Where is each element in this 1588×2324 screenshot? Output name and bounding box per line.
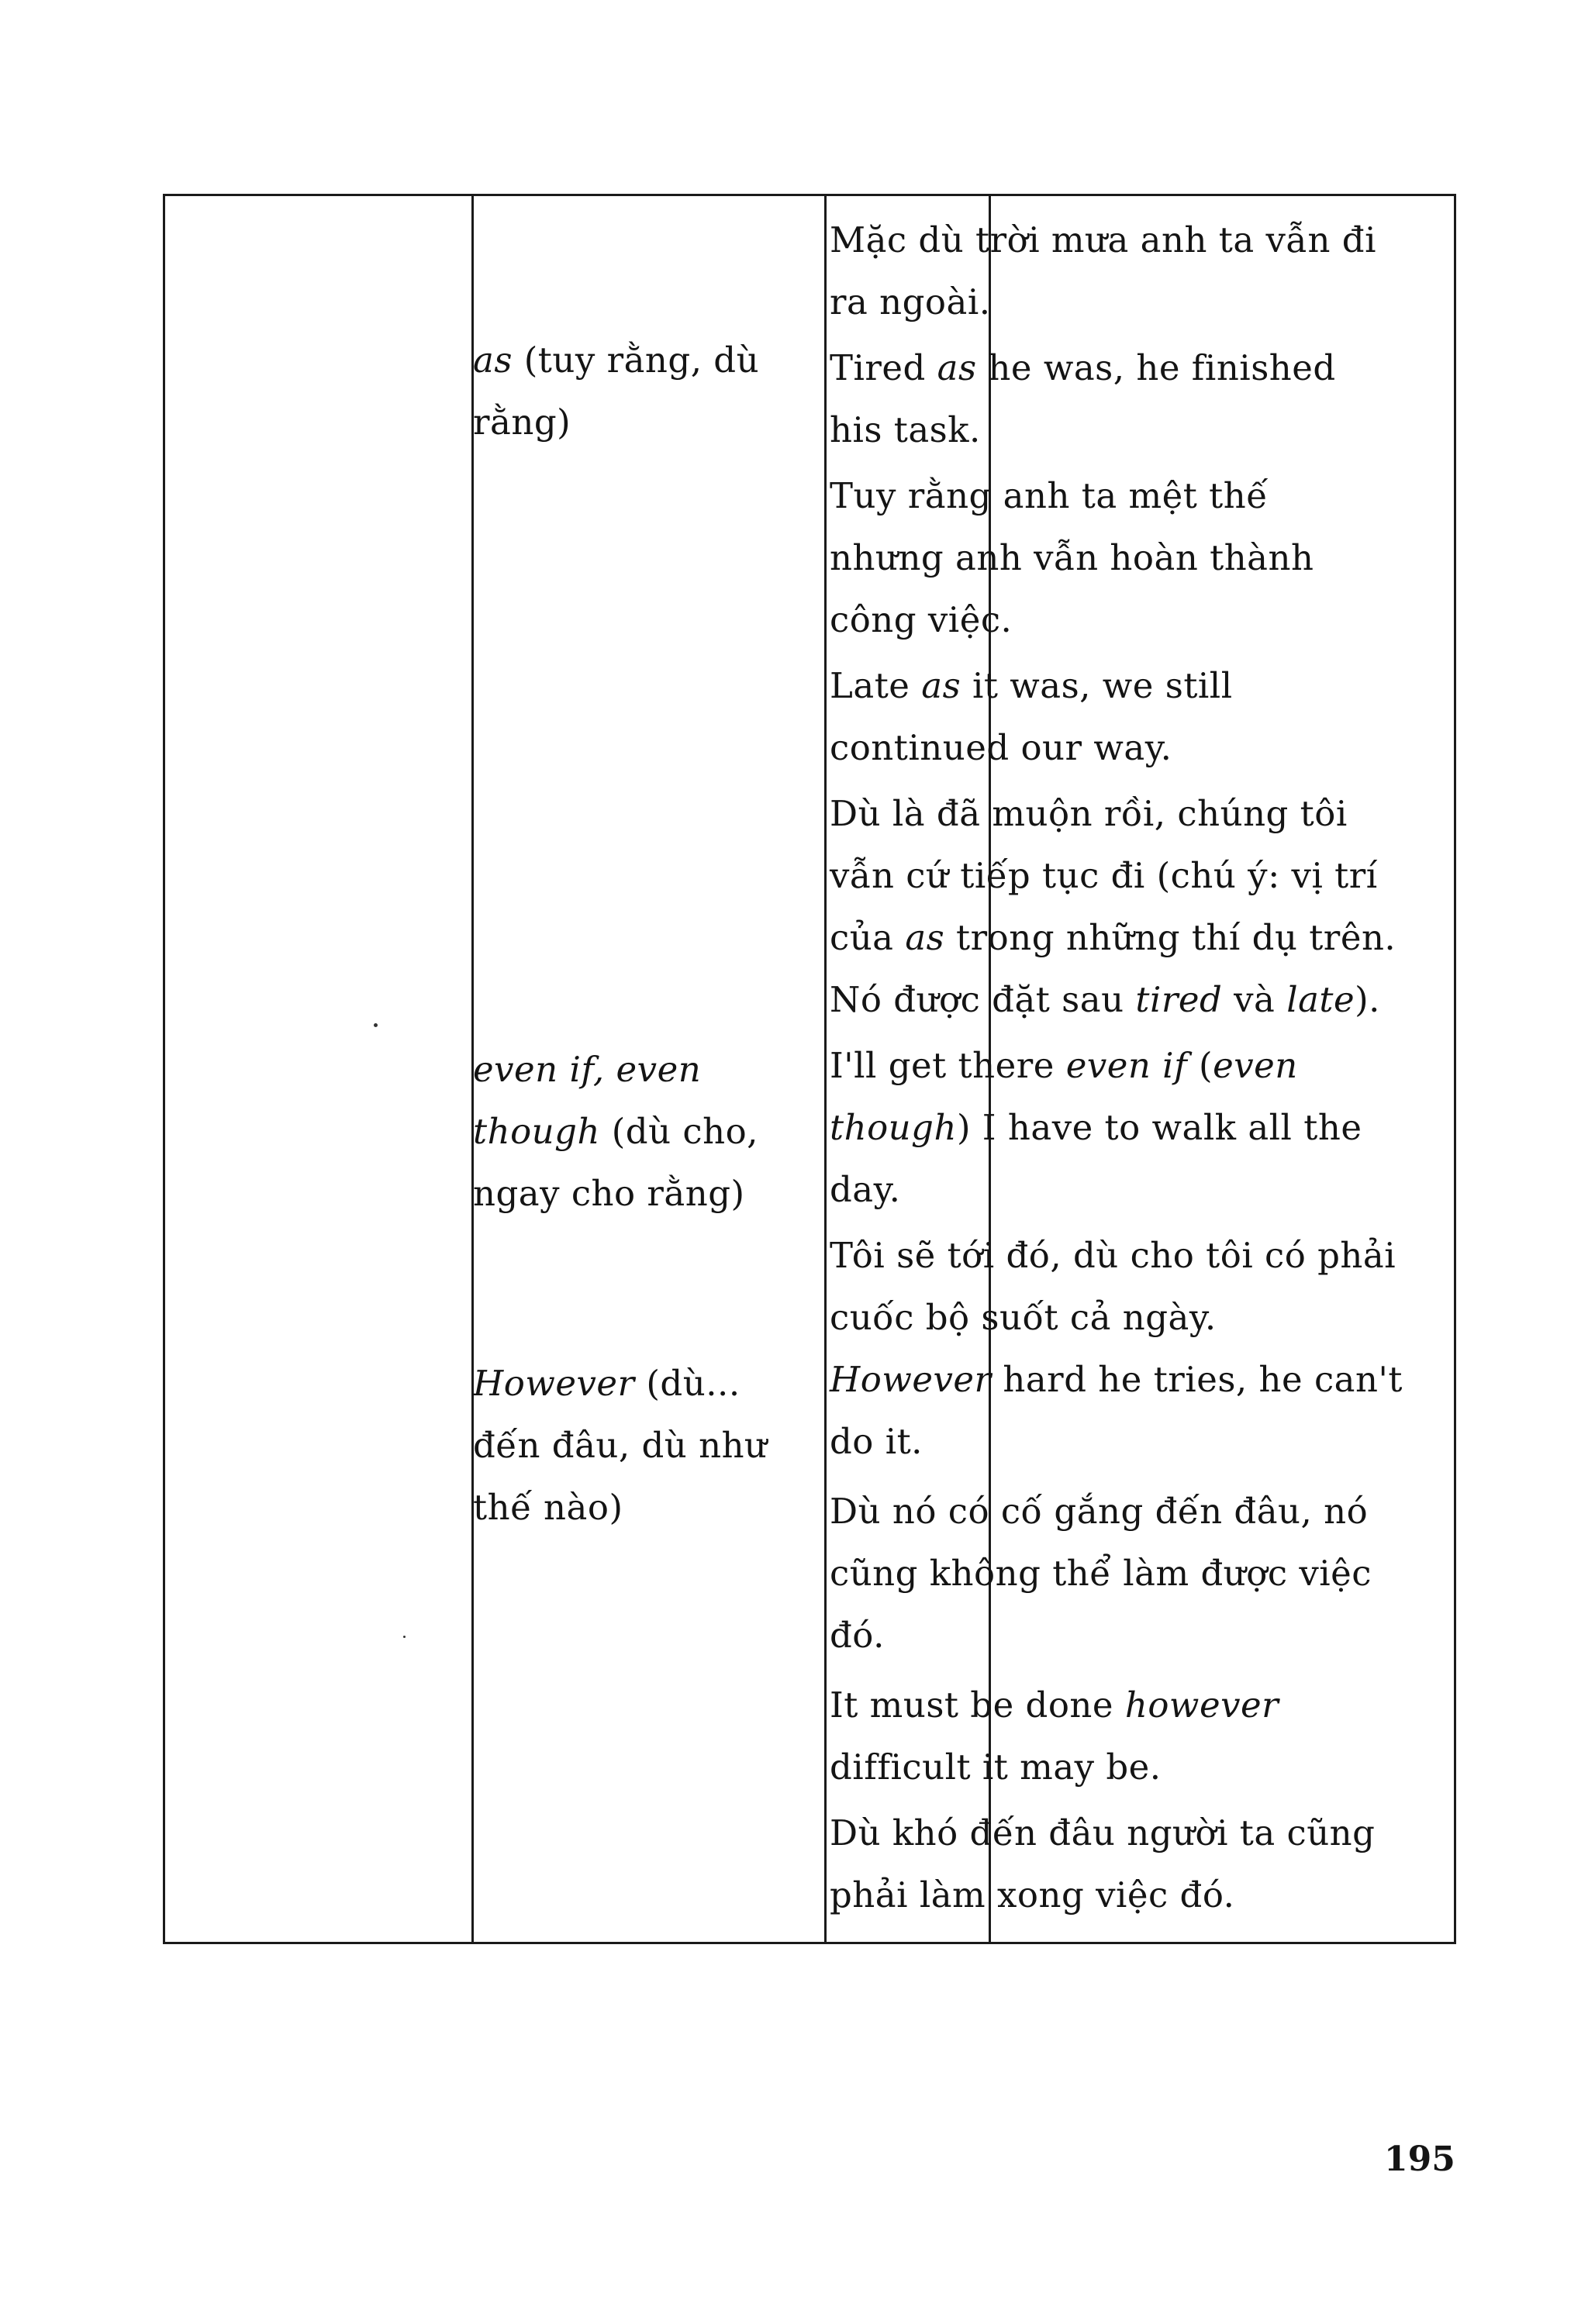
- example-line: though) I have to walk all the: [830, 1107, 1362, 1148]
- example-line: do it.: [830, 1421, 923, 1462]
- example-line: Tôi sẽ tới đó, dù cho tôi có phải: [830, 1235, 1396, 1276]
- example-line: Late as it was, we still: [830, 665, 1233, 706]
- example-line: day.: [830, 1169, 901, 1210]
- example-line: Nó được đặt sau tired và late).: [830, 979, 1380, 1020]
- example-line: vẫn cứ tiếp tục đi (chú ý: vị trí: [830, 855, 1378, 896]
- example-line: công việc.: [830, 599, 1013, 640]
- example-line: cũng không thể làm được việc: [830, 1553, 1372, 1594]
- example-line: difficult it may be.: [830, 1746, 1162, 1788]
- term-however-line3: thế nào): [473, 1487, 623, 1528]
- example-line: However hard he tries, he can't: [830, 1359, 1403, 1400]
- term-as-line2: rằng): [473, 402, 571, 443]
- example-line: phải làm xong việc đó.: [830, 1874, 1235, 1915]
- term-however-line1: However (dù...: [473, 1363, 740, 1404]
- term-even-if-line1: even if, even: [473, 1049, 702, 1090]
- example-line: Mặc dù trời mưa anh ta vẫn đi: [830, 219, 1376, 260]
- term-as: as: [473, 340, 513, 381]
- example-line: I'll get there even if (even: [830, 1045, 1298, 1086]
- term-as-line1: as (tuy rằng, dù: [473, 340, 760, 381]
- scan-speck: [374, 1023, 378, 1027]
- example-line: cuốc bộ suốt cả ngày.: [830, 1297, 1217, 1338]
- example-line: Dù là đã muộn rồi, chúng tôi: [830, 793, 1348, 834]
- page-number: 195: [1384, 2140, 1455, 2179]
- example-line: Tuy rằng anh ta mệt thế: [830, 475, 1269, 516]
- term-even-if-line3: ngay cho rằng): [473, 1173, 745, 1214]
- example-line: It must be done however: [830, 1684, 1279, 1726]
- term-however-line2: đến đâu, dù như: [473, 1425, 768, 1466]
- column-divider-2: [824, 196, 827, 1942]
- example-line: đó.: [830, 1615, 885, 1656]
- scan-speck: [403, 1636, 406, 1638]
- example-line: nhưng anh vẫn hoàn thành: [830, 537, 1314, 578]
- example-line: continued our way.: [830, 727, 1172, 768]
- term-even-if-line2: though (dù cho,: [473, 1111, 758, 1152]
- example-line: ra ngoài.: [830, 281, 991, 322]
- example-line: của as trong những thí dụ trên.: [830, 917, 1396, 958]
- example-line: Tired as he was, he finished: [830, 347, 1336, 388]
- example-line: his task.: [830, 409, 981, 450]
- example-line: Dù nó có cố gắng đến đâu, nó: [830, 1491, 1369, 1532]
- example-line: Dù khó đến đâu người ta cũng: [830, 1812, 1376, 1853]
